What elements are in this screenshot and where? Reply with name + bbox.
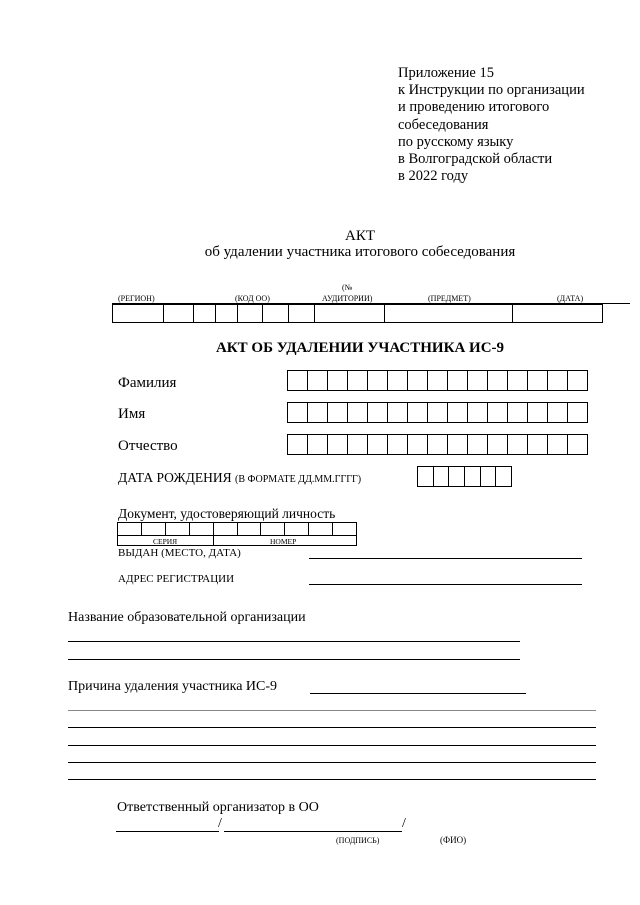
appendix-line: в Волгоградской области: [398, 151, 553, 168]
reason-line-1[interactable]: [68, 710, 596, 711]
org-name-label: Название образовательной организации: [68, 610, 306, 625]
reason-line-inline[interactable]: [310, 693, 526, 694]
appendix-line: и проведению итогового: [398, 99, 550, 116]
organizer-label: Ответственный организатор в ОО: [117, 800, 319, 815]
organizer-line-1[interactable]: [116, 831, 219, 832]
doc-title: АКТ: [345, 228, 375, 244]
auditorium-label: АУДИТОРИИ): [322, 294, 373, 303]
header-cells[interactable]: [112, 304, 603, 323]
organizer-slash-2: /: [402, 816, 406, 831]
auditorium-num-label: (№: [342, 283, 353, 292]
region-label: (РЕГИОН): [118, 294, 155, 303]
birth-date-text: ДАТА РОЖДЕНИЯ: [118, 470, 232, 485]
issued-label: ВЫДАН (МЕСТО, ДАТА): [118, 547, 241, 559]
birth-date-format: (В ФОРМАТЕ ДД.ММ.ГГГГ): [235, 474, 362, 485]
school-code-label: (КОД ОО): [235, 294, 270, 303]
surname-cells[interactable]: [287, 370, 588, 391]
appendix-line: собеседования: [398, 116, 489, 133]
appendix-line: в 2022 году: [398, 168, 469, 185]
patronymic-cells[interactable]: [287, 434, 588, 455]
address-label: АДРЕС РЕГИСТРАЦИИ: [118, 573, 235, 585]
appendix-note: [398, 65, 585, 185]
issued-line[interactable]: [309, 558, 582, 559]
reason-line-5[interactable]: [68, 779, 596, 780]
organizer-signature-line[interactable]: [224, 831, 402, 832]
number-label: НОМЕР: [270, 537, 297, 546]
subject-label: (ПРЕДМЕТ): [428, 294, 471, 303]
document-label: Документ, удостоверяющий личность: [118, 506, 336, 521]
appendix-line: по русскому языку: [398, 133, 514, 150]
document-cells[interactable]: [117, 522, 357, 536]
birth-date-label: [118, 470, 361, 486]
act-subtitle: АКТ ОБ УДАЛЕНИИ УЧАСТНИКА ИС-9: [215, 340, 505, 356]
signature-caption: (ПОДПИСЬ): [336, 836, 380, 845]
name-label: Имя: [118, 406, 146, 422]
document-caption-divider: [213, 536, 214, 545]
reason-label: Причина удаления участника ИС-9: [68, 679, 278, 694]
reason-line-3[interactable]: [68, 745, 596, 746]
appendix-line: Приложение 15: [398, 65, 494, 81]
address-line[interactable]: [309, 584, 582, 585]
org-name-line-1[interactable]: [68, 641, 520, 642]
series-label: СЕРИЯ: [153, 537, 178, 546]
organizer-slash-1: /: [218, 816, 222, 831]
doc-subtitle: об удалении участника итогового собеседования: [204, 244, 516, 260]
appendix-line: к Инструкции по организации: [398, 82, 585, 99]
fio-caption: (ФИО): [440, 835, 467, 845]
surname-label: Фамилия: [118, 375, 177, 391]
patronymic-label: Отчество: [118, 438, 178, 454]
date-label: (ДАТА): [557, 294, 584, 303]
reason-line-2[interactable]: [68, 727, 596, 728]
org-name-line-2[interactable]: [68, 659, 520, 660]
birth-date-cells[interactable]: [417, 466, 512, 487]
name-cells[interactable]: [287, 402, 588, 423]
reason-line-4[interactable]: [68, 762, 596, 763]
